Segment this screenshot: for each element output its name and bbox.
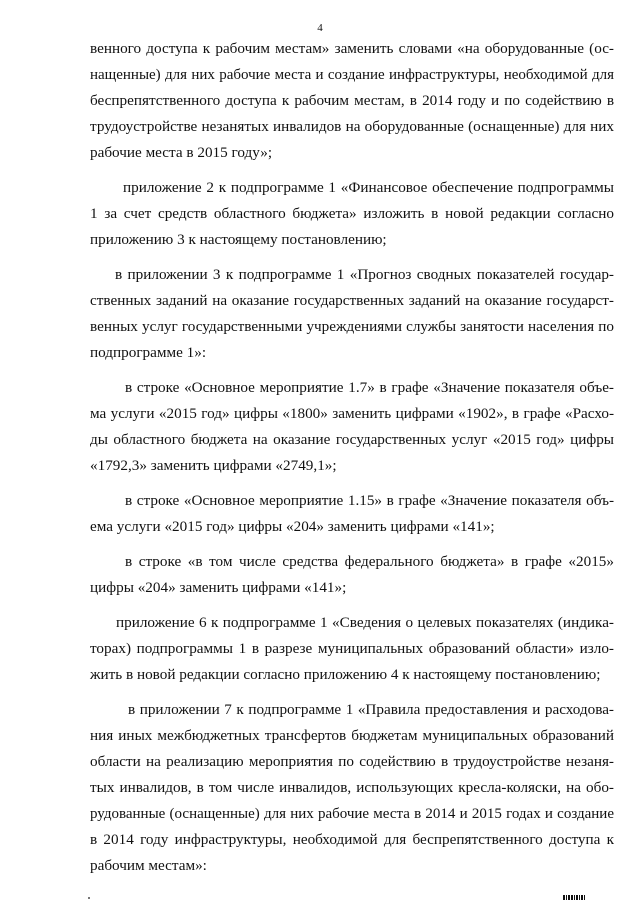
paragraph <box>90 175 614 253</box>
text-line: венного доступа к рабочим местам» заменить словами «на оборудованные (ос- <box>90 40 614 57</box>
scan-speck <box>88 897 90 899</box>
text-line: рабочим местам»: <box>90 857 207 874</box>
text-line: трудоустройстве незанятых инвалидов на оборудованные (оснащенные) для них <box>90 118 614 135</box>
text-line: ема услуги «2015 год» цифры «204» заменить цифрами «141»; <box>90 518 495 535</box>
paragraph <box>90 488 614 540</box>
text-line: приложению 3 к настоящему постановлению; <box>90 231 387 248</box>
text-line: торах) подпрограммы 1 в разрезе муниципальных образований области» изло- <box>90 640 614 657</box>
paragraph <box>90 262 614 366</box>
barcode-mark <box>563 895 585 900</box>
text-line: в 2014 году инфраструктуры, необходимой для беспрепятственного доступа к <box>90 831 614 848</box>
text-line: в строке «в том числе средства федерального бюджета» в графе «2015» <box>125 553 614 570</box>
text-line: области на реализацию мероприятия по содействию в трудоустройстве незаня- <box>90 753 614 770</box>
text-line: нащенные) для них рабочие места и создание инфраструктуры, необходимой для <box>90 67 614 83</box>
text-line: в строке «Основное мероприятие 1.15» в графе «Значение показателя объ- <box>125 492 614 509</box>
paragraph <box>90 697 614 879</box>
document-body <box>90 36 614 879</box>
text-line: рудованные (оснащенные) для них рабочие места в 2014 и 2015 годах и создание <box>90 806 614 822</box>
paragraph <box>90 375 614 479</box>
text-line: в приложении 3 к подпрограмме 1 «Прогноз сводных показателей государ- <box>115 266 614 283</box>
text-line: беспрепятственного доступа к рабочим местам, в 2014 году и по содействию в <box>90 92 614 109</box>
text-line: цифры «204» заменить цифрами «141»; <box>90 579 347 596</box>
paragraph <box>90 610 614 688</box>
paragraph <box>90 36 614 166</box>
page-number: 4 <box>317 22 323 34</box>
text-line: ды областного бюджета на оказание государственных услуг «2015 год» цифры <box>90 431 614 448</box>
text-line: ственных заданий на оказание государственных заданий на оказание государст- <box>90 292 614 309</box>
text-line: приложение 2 к подпрограмме 1 «Финансовое обеспечение подпрограммы <box>123 179 614 196</box>
text-line: подпрограмме 1»: <box>90 344 207 361</box>
text-line: венных услуг государственными учреждениями службы занятости населения по <box>90 318 614 335</box>
text-line: рабочие места в 2015 году»; <box>90 144 273 161</box>
text-line: в строке «Основное мероприятие 1.7» в графе «Значение показателя объе- <box>125 379 614 396</box>
paragraph <box>90 549 614 601</box>
text-line: жить в новой редакции согласно приложению 4 к настоящему постановлению; <box>90 666 601 683</box>
text-line: в приложении 7 к подпрограмме 1 «Правила предоставления и расходова- <box>128 701 614 718</box>
text-line: ма услуги «2015 год» цифры «1800» заменить цифрами «1902», в графе «Расхо- <box>90 405 614 422</box>
text-line: тых инвалидов, в том числе инвалидов, использующих кресла-коляски, на обо- <box>90 779 614 796</box>
text-line: 1 за счет средств областного бюджета» изложить в новой редакции согласно <box>90 205 614 222</box>
text-line: «1792,3» заменить цифрами «2749,1»; <box>90 457 337 474</box>
text-line: ния иных межбюджетных трансфертов бюджетам муниципальных образований <box>90 727 614 744</box>
text-line: приложение 6 к подпрограмме 1 «Сведения о целевых показателях (индика- <box>116 614 614 631</box>
